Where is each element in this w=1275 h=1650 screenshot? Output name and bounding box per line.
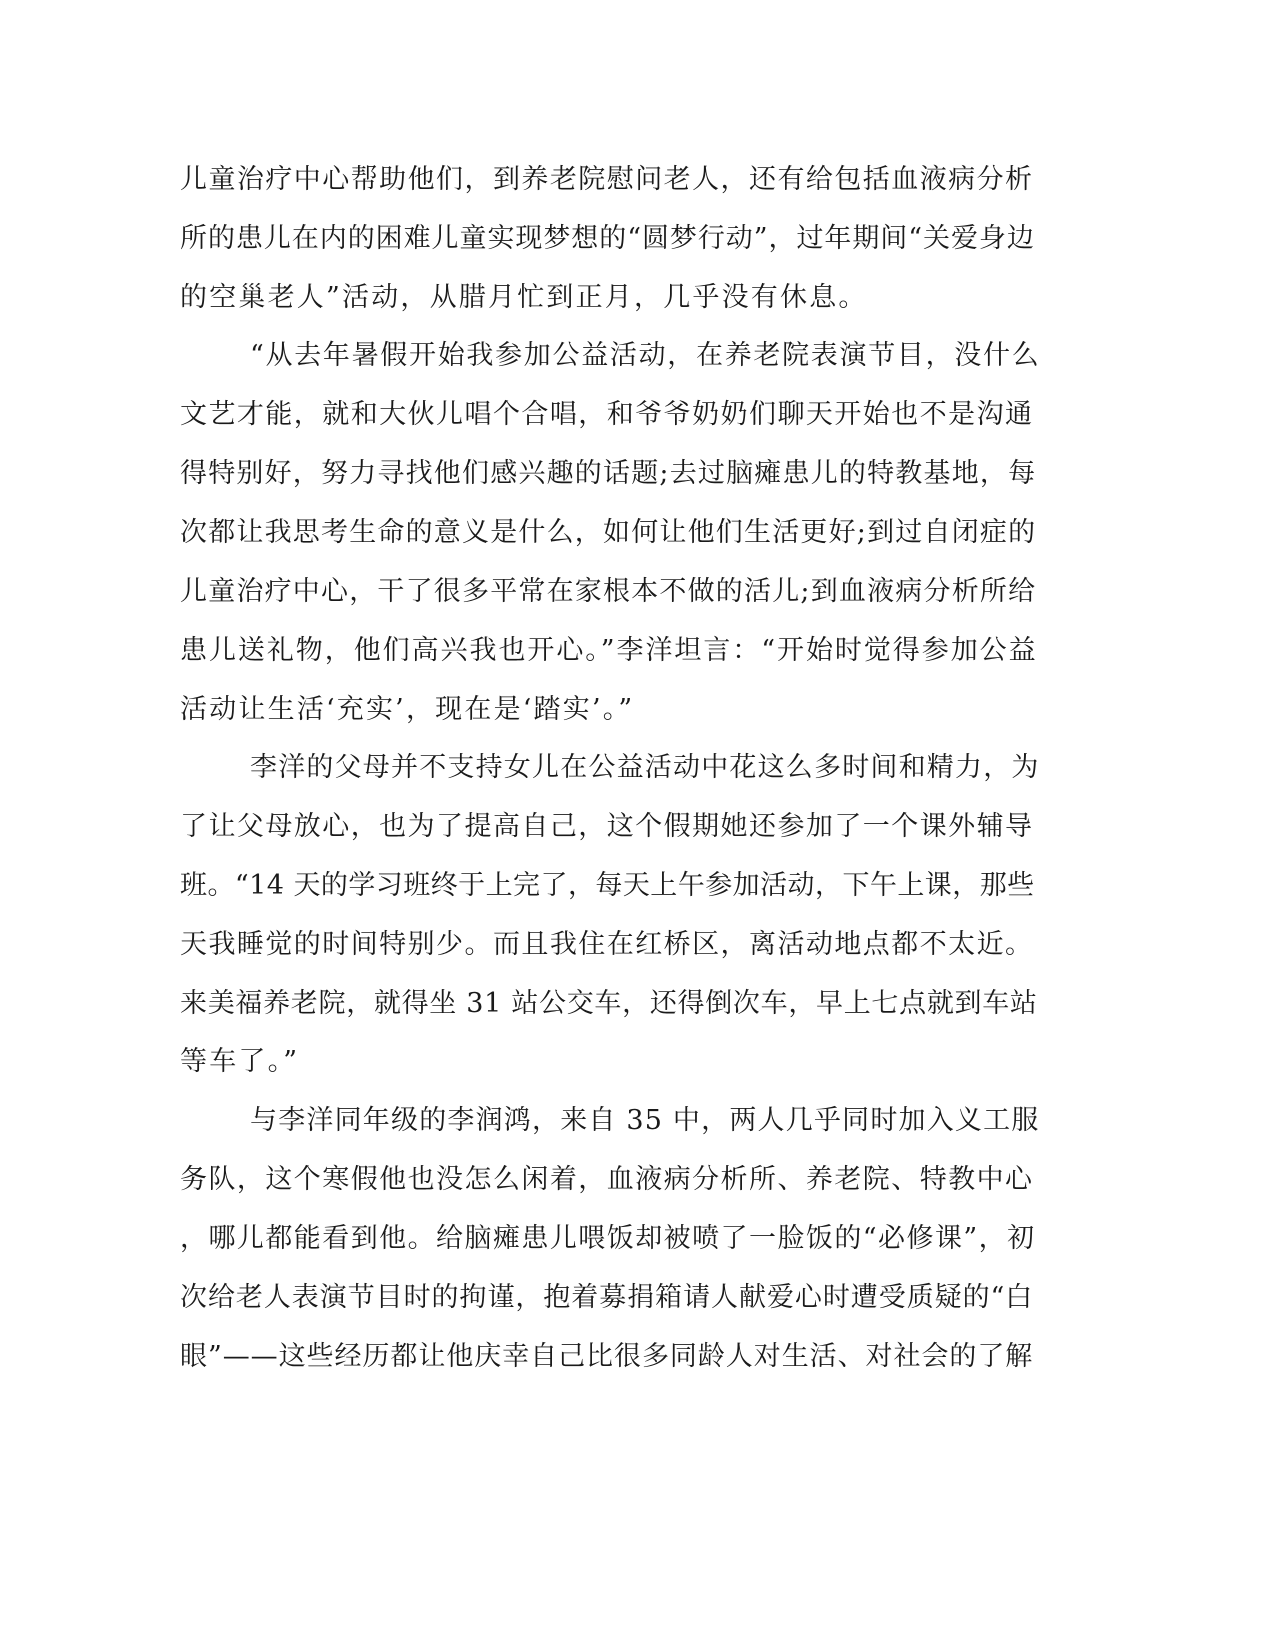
paragraph-2-line-4: 次都让我思考生命的意义是什么，如何让他们生活更好;到过自闭症的 xyxy=(180,517,1037,548)
paragraph-2-line-6: 患儿送礼物，他们高兴我也开心。”李洋坦言：“开始时觉得参加公益 xyxy=(180,635,1038,666)
paragraph-3-line-6: 等车了。” xyxy=(180,1046,300,1077)
paragraph-2-line-1: “从去年暑假开始我参加公益活动，在养老院表演节目，没什么 xyxy=(250,340,1041,371)
paragraph-4-line-2: 务队，这个寒假他也没怎么闲着，血液病分析所、养老院、特教中心 xyxy=(180,1164,1034,1195)
paragraph-3-line-1: 李洋的父母并不支持女儿在公益活动中花这么多时间和精力，为 xyxy=(250,752,1040,783)
paragraph-1-line-3: 的空巢老人”活动，从腊月忙到正月，几乎没有休息。 xyxy=(180,282,868,313)
paragraph-2-line-2: 文艺才能，就和大伙儿唱个合唱，和爷爷奶奶们聊天开始也不是沟通 xyxy=(180,399,1034,430)
paragraph-3-line-4: 天我睡觉的时间特别少。而且我住在红桥区，离活动地点都不太近。 xyxy=(180,929,1034,960)
paragraph-4-line-3: ，哪儿都能看到他。给脑瘫患儿喂饭却被喷了一脸饭的“必修课”，初 xyxy=(180,1223,1036,1254)
paragraph-3-line-5: 来美福养老院，就得坐 31 站公交车，还得倒次车，早上七点就到车站 xyxy=(180,988,1038,1019)
paragraph-4-line-4: 次给老人表演节目时的拘谨，抱着募捐箱请人献爱心时遭受质疑的“白 xyxy=(180,1282,1034,1313)
paragraph-4-line-5: 眼”——这些经历都让他庆幸自己比很多同龄人对生活、对社会的了解 xyxy=(180,1341,1034,1372)
paragraph-4-line-1: 与李洋同年级的李润鸿，来自 35 中，两人几乎同时加入义工服 xyxy=(250,1105,1040,1136)
paragraph-3-line-3: 班。“14 天的学习班终于上完了，每天上午参加活动，下午上课，那些 xyxy=(180,870,1035,901)
paragraph-1-line-1: 儿童治疗中心帮助他们，到养老院慰问老人，还有给包括血液病分析 xyxy=(180,164,1034,195)
paragraph-2-line-3: 得特别好，努力寻找他们感兴趣的话题;去过脑瘫患儿的特教基地，每 xyxy=(180,458,1037,489)
paragraph-2-line-7: 活动让生活‘充实’，现在是‘踏实’。” xyxy=(180,694,635,725)
paragraph-1-line-2: 所的患儿在内的困难儿童实现梦想的“圆梦行动”，过年期间“关爱身边 xyxy=(180,223,1035,254)
paragraph-3-line-2: 了让父母放心，也为了提高自己，这个假期她还参加了一个课外辅导 xyxy=(180,811,1034,842)
paragraph-2-line-5: 儿童治疗中心，干了很多平常在家根本不做的活儿;到血液病分析所给 xyxy=(180,576,1037,607)
